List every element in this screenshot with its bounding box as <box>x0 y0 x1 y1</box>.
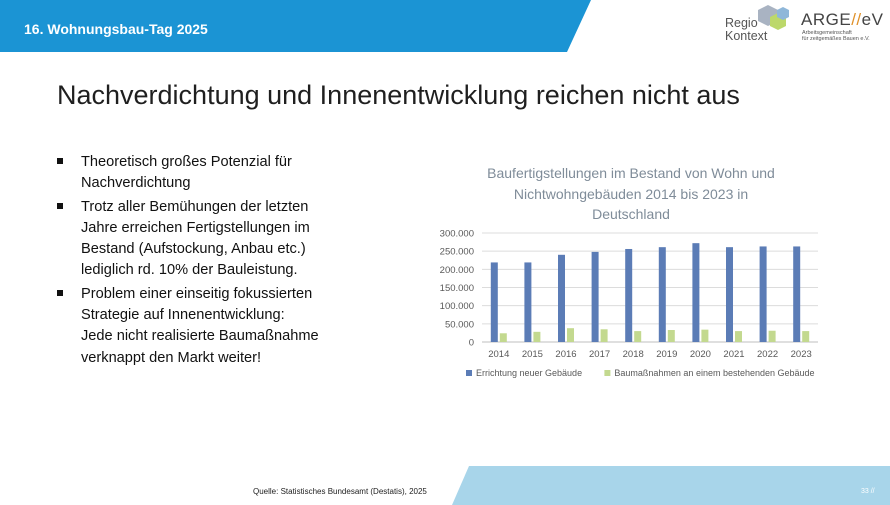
bullet-item <box>57 284 357 369</box>
bullet-item <box>57 152 357 195</box>
legend-label: Errichtung neuer Gebäude <box>476 368 583 378</box>
chart-title <box>465 163 797 225</box>
x-tick-label: 2018 <box>622 349 644 360</box>
arge-wordmark-part2: eV <box>861 10 884 29</box>
bar-existing-buildings <box>802 331 809 342</box>
bullet-item <box>57 197 357 282</box>
arge-wordmark-slashes: // <box>851 10 862 29</box>
event-title: 16. Wohnungsbau-Tag 2025 <box>24 21 208 37</box>
x-tick-label: 2014 <box>488 349 510 360</box>
chart-title-line: Deutschland <box>592 206 670 222</box>
x-tick-label: 2023 <box>790 349 812 360</box>
bar-existing-buildings <box>735 331 742 342</box>
bar-new-buildings <box>524 262 531 342</box>
legend-swatch <box>604 370 610 376</box>
y-tick-label: 150.000 <box>439 283 474 294</box>
arge-logo <box>801 10 887 44</box>
arge-sub-line1: Arbeitsgemeinschaft <box>802 30 852 36</box>
arge-sub-line2: für zeitgemäßes Bauen e.V. <box>802 36 870 42</box>
bar-new-buildings <box>625 249 632 342</box>
y-tick-label: 100.000 <box>439 301 474 313</box>
bullet-text: Trotz aller Bemühungen der letzten Jahre erreichen Fertigstellungen im Bestand (Aufstockung, Anbau etc.) lediglich rd. 10% der Bauleistung. <box>81 198 310 279</box>
chart-title-line: Baufertigstellungen im Bestand von Wohn und <box>487 165 775 181</box>
regio-logo-line2: Kontext <box>725 29 768 43</box>
bullet-square-icon <box>57 203 63 209</box>
source-citation: Quelle: Statistisches Bundesamt (Destatis), 2025 <box>253 487 427 496</box>
bar-existing-buildings <box>769 331 776 342</box>
bar-existing-buildings <box>567 328 574 342</box>
bullet-text: Problem einer einseitig fokussierten Strategie auf Innenentwicklung: Jede nicht realisierte Baumaßnahme verknappt den Markt weiter! <box>81 285 319 366</box>
legend-swatch <box>466 370 472 376</box>
bar-new-buildings <box>558 255 565 342</box>
y-tick-label: 200.000 <box>439 264 474 276</box>
bar-existing-buildings <box>701 330 708 342</box>
arge-wordmark <box>801 10 883 30</box>
bullet-square-icon <box>57 290 63 296</box>
page-number: 33 // <box>861 488 875 495</box>
x-tick-label: 2019 <box>656 349 678 360</box>
y-tick-label: 0 <box>468 337 474 349</box>
y-tick-label: 250.000 <box>439 246 474 258</box>
y-tick-label: 50.000 <box>444 319 474 331</box>
legend-label: Baumaßnahmen an einem bestehenden Gebäude <box>614 368 815 378</box>
bar-existing-buildings <box>533 332 540 342</box>
bullet-text: Theoretisch großes Potenzial für Nachverdichtung <box>81 154 292 192</box>
x-tick-label: 2021 <box>723 349 745 360</box>
bar-new-buildings <box>760 246 767 342</box>
bar-new-buildings <box>491 262 498 342</box>
footer-band <box>0 466 890 505</box>
bar-existing-buildings <box>601 329 608 342</box>
chart-title-line: Nichtwohngebäuden 2014 bis 2023 in <box>513 185 749 202</box>
x-tick-label: 2020 <box>689 349 711 360</box>
bar-new-buildings <box>659 247 666 342</box>
x-tick-label: 2016 <box>555 349 577 360</box>
bar-existing-buildings <box>668 330 675 342</box>
bar-new-buildings <box>793 246 800 342</box>
slide-title: Nachverdichtung und Innenentwicklung reichen nicht aus <box>57 80 740 110</box>
regio-logo-line1: Regio <box>725 16 758 30</box>
bar-new-buildings <box>592 252 599 342</box>
x-tick-label: 2017 <box>589 349 611 360</box>
x-tick-label: 2022 <box>757 349 779 360</box>
bar-existing-buildings <box>500 333 507 342</box>
bar-chart <box>420 222 820 392</box>
regio-kontext-logo <box>724 4 796 44</box>
x-tick-label: 2015 <box>521 349 543 360</box>
bullet-square-icon <box>57 158 63 164</box>
bar-new-buildings <box>726 247 733 342</box>
bar-existing-buildings <box>634 331 641 342</box>
y-tick-label: 300.000 <box>439 228 474 240</box>
arge-wordmark-part1: ARGE <box>801 10 852 29</box>
bullet-list <box>57 152 357 369</box>
bar-new-buildings <box>692 243 699 342</box>
